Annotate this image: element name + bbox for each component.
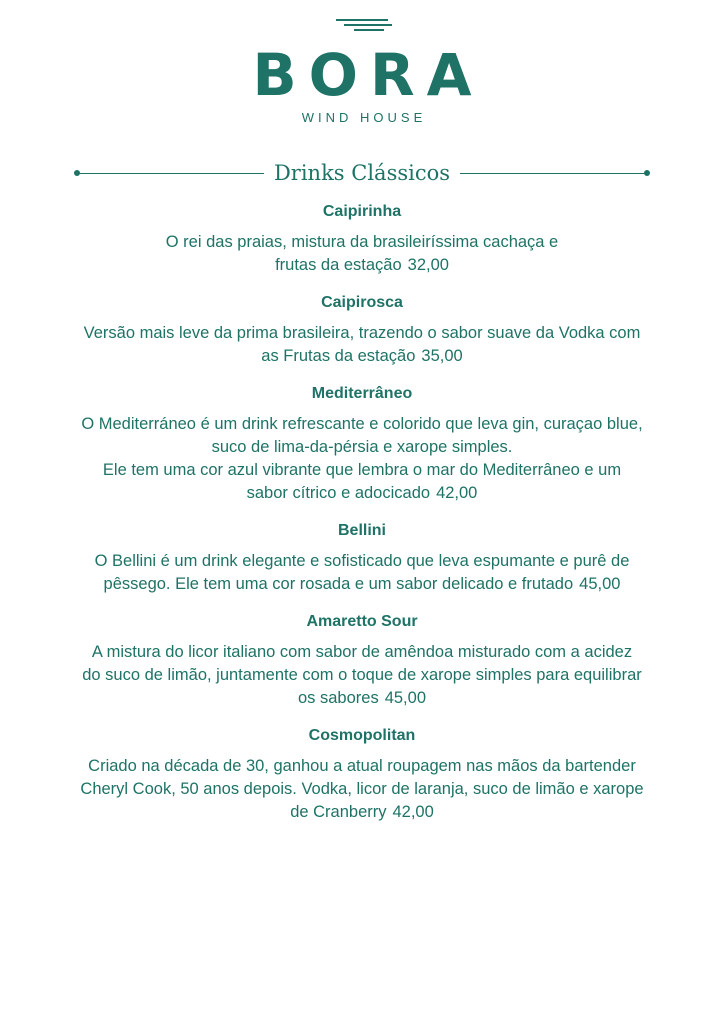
item-description (60, 755, 664, 824)
item-name: Caipirinha (322, 203, 402, 220)
description-line: A mistura do licor italiano com sabor de amêndoa misturado com a acidez (91, 643, 633, 661)
drinks-menu (60, 198, 664, 824)
description-line: Ele tem uma cor azul vibrante que lembra o mar do Mediterrâneo e um (102, 461, 622, 479)
description-line: do suco de limão, juntamente com o toque de xarope simples para equilibrar (82, 666, 642, 684)
item-price: 42,00 (392, 803, 434, 821)
item-description (60, 550, 664, 596)
description-line: O Mediterráneo é um drink refrescante e colorido que leva gin, curaçao blue, (81, 415, 643, 433)
wind-lines-icon (336, 18, 392, 32)
item-name: Bellini (337, 522, 386, 539)
section-header (74, 158, 650, 190)
brand-name: BORA (252, 41, 484, 109)
description-line: pêssego. Ele tem uma cor rosada e um sabor delicado e frutado 45,00 (103, 575, 621, 593)
item-description (60, 322, 664, 368)
menu-item-caipirinha (60, 198, 664, 277)
divider-right (460, 173, 646, 174)
description-line: Criado na década de 30, ganhou a atual roupagem nas mãos da bartender (88, 757, 636, 775)
item-description (60, 231, 664, 277)
description-line: O Bellini é um drink elegante e sofisticado que leva espumante e purê de (94, 552, 630, 570)
brand-tagline: WIND HOUSE (301, 110, 427, 125)
section-title: Drinks Clássicos (273, 161, 451, 185)
item-price: 45,00 (384, 689, 426, 707)
menu-item-caipirosca (60, 289, 664, 368)
item-price: 42,00 (436, 484, 478, 502)
menu-item-mediterraneo (60, 380, 664, 505)
description-line: as Frutas da estação 35,00 (261, 347, 463, 365)
item-name: Amaretto Sour (306, 613, 418, 630)
menu-item-cosmopolitan (60, 722, 664, 824)
item-price: 32,00 (407, 256, 449, 274)
description-line: suco de lima-da-pérsia e xarope simples. (211, 438, 513, 456)
description-line: os sabores 45,00 (297, 689, 426, 707)
description-line: O rei das praias, mistura da brasileiríssima cachaça e (165, 233, 559, 251)
description-line: Cheryl Cook, 50 anos depois. Vodka, licor de laranja, suco de limão e xarope (80, 780, 644, 798)
description-line: sabor cítrico e adocicado 42,00 (246, 484, 478, 502)
item-name: Cosmopolitan (308, 727, 416, 744)
item-name: Caipirosca (321, 294, 403, 311)
menu-item-bellini (60, 517, 664, 596)
description-line: Versão mais leve da prima brasileira, trazendo o sabor suave da Vodka com (83, 324, 641, 342)
description-line: frutas da estação 32,00 (275, 256, 449, 274)
item-description (60, 641, 664, 710)
divider-dot-right (644, 170, 650, 176)
item-price: 45,00 (579, 575, 621, 593)
item-name: Mediterrâneo (311, 385, 413, 402)
item-price: 35,00 (421, 347, 463, 365)
description-line: de Cranberry 42,00 (290, 803, 434, 821)
menu-item-amaretto-sour (60, 608, 664, 710)
item-description (60, 413, 664, 505)
